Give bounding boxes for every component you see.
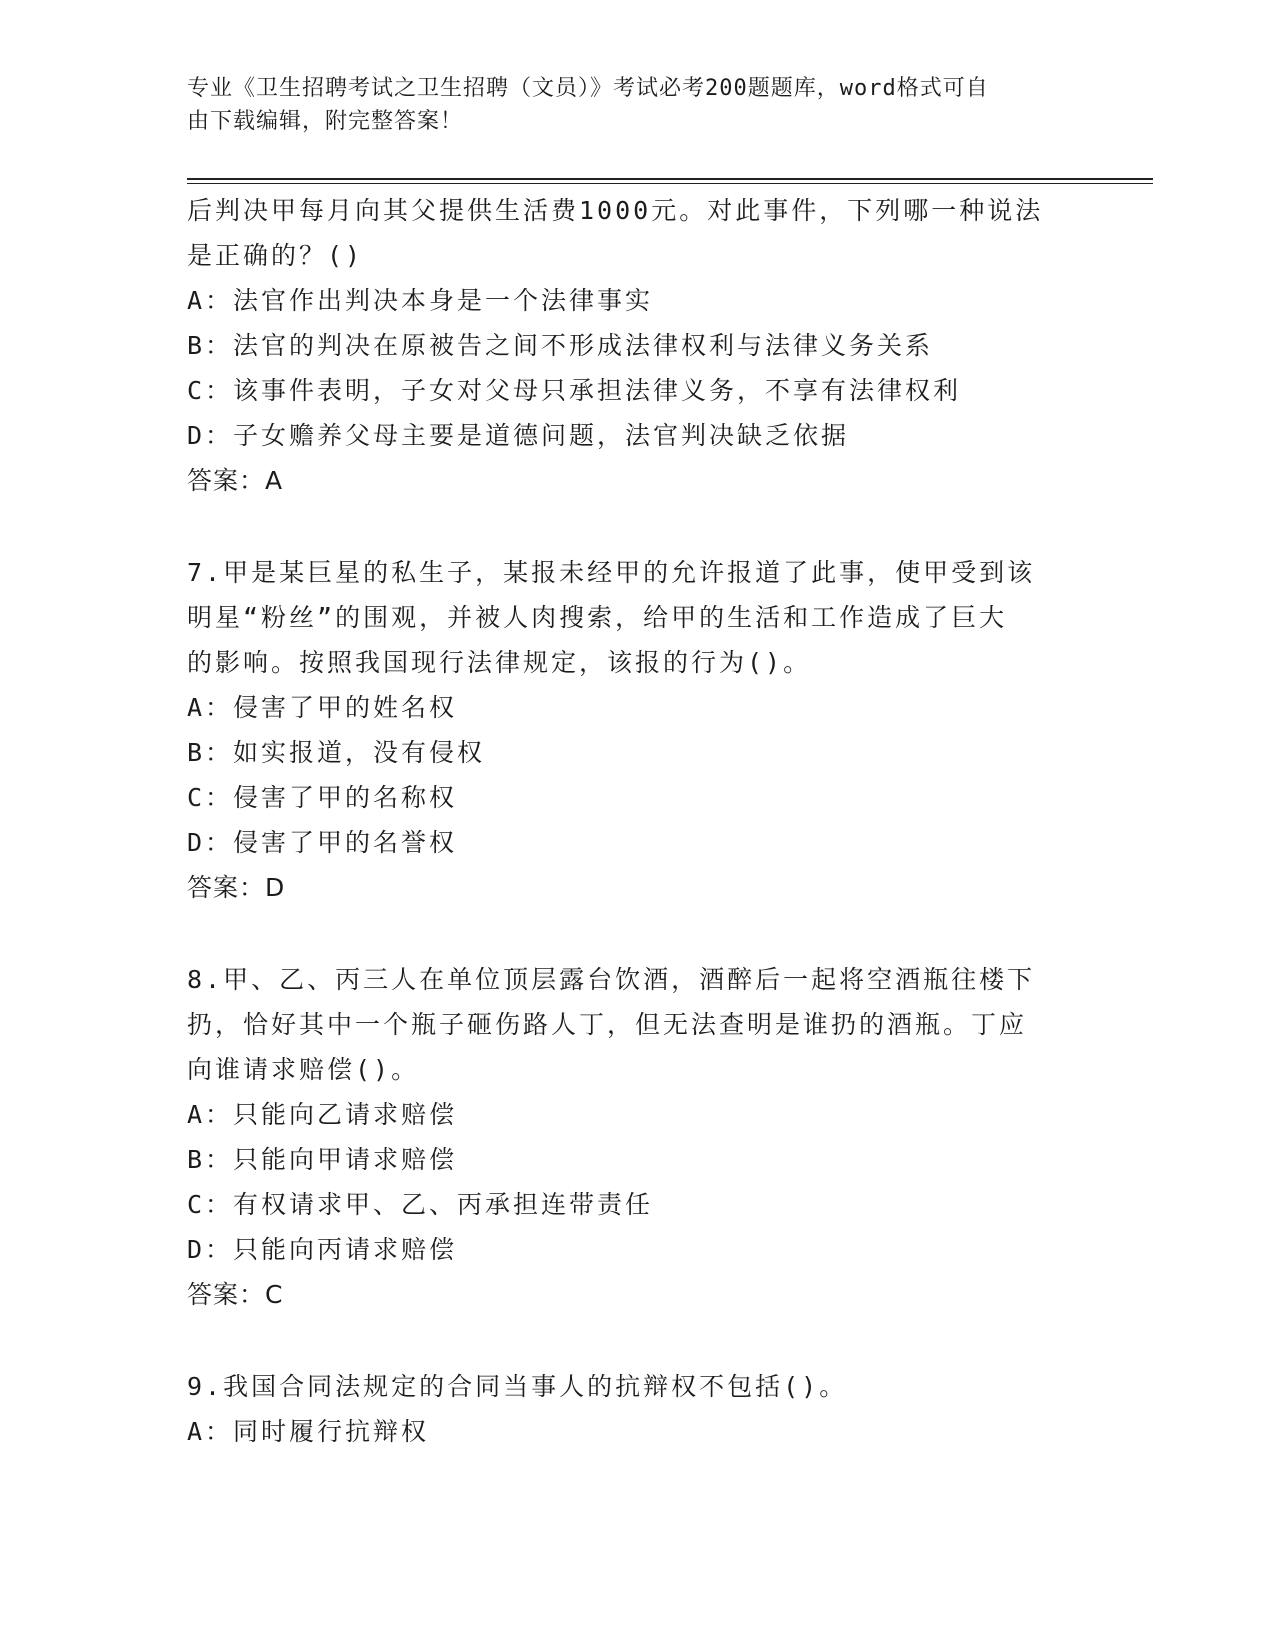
option-d: D：侵害了甲的名誉权 <box>187 828 458 857</box>
header-rule-thin <box>187 183 1153 184</box>
question-spacer <box>187 910 1087 957</box>
question-spacer <box>187 1317 1087 1364</box>
question-7 <box>187 550 1087 910</box>
header-line-1: 专业《卫生招聘考试之卫生招聘（文员）》考试必考200题题库，word格式可自 <box>187 76 989 101</box>
question-stem: 扔，恰好其中一个瓶子砸伤路人丁，但无法查明是谁扔的酒瓶。丁应 <box>187 1010 1028 1039</box>
question-stem: 向谁请求赔偿()。 <box>187 1055 420 1084</box>
header-rule-thick <box>187 178 1153 180</box>
option-c: C：侵害了甲的名称权 <box>187 783 458 812</box>
question-stem: 后判决甲每月向其父提供生活费1000元。对此事件，下列哪一种说法 <box>187 196 1044 225</box>
answer-line: 答案：C <box>187 1280 284 1309</box>
answer-line: 答案：A <box>187 466 284 495</box>
question-stem: 8.甲、乙、丙三人在单位顶层露台饮酒，酒醉后一起将空酒瓶往楼下 <box>187 965 1036 994</box>
answer-line: 答案：D <box>187 873 286 902</box>
option-b: B：法官的判决在原被告之间不形成法律权利与法律义务关系 <box>187 331 934 360</box>
question-8 <box>187 957 1087 1317</box>
option-a: A：侵害了甲的姓名权 <box>187 693 458 722</box>
document-header <box>187 72 1087 138</box>
option-d: D：只能向丙请求赔偿 <box>187 1235 458 1264</box>
question-stem: 9.我国合同法规定的合同当事人的抗辩权不包括()。 <box>187 1372 848 1401</box>
question-stem: 的影响。按照我国现行法律规定，该报的行为()。 <box>187 648 812 677</box>
option-c: C：该事件表明，子女对父母只承担法律义务，不享有法律权利 <box>187 376 962 405</box>
question-spacer <box>187 503 1087 550</box>
option-a: A：只能向乙请求赔偿 <box>187 1100 458 1129</box>
question-9 <box>187 1364 1087 1454</box>
option-c: C：有权请求甲、乙、丙承担连带责任 <box>187 1190 654 1219</box>
option-a: A：法官作出判决本身是一个法律事实 <box>187 286 654 315</box>
question-stem: 是正确的？() <box>187 241 364 270</box>
option-a: A：同时履行抗辩权 <box>187 1417 430 1446</box>
option-b: B：如实报道，没有侵权 <box>187 738 486 767</box>
option-b: B：只能向甲请求赔偿 <box>187 1145 458 1174</box>
option-d: D：子女赡养父母主要是道德问题，法官判决缺乏依据 <box>187 421 850 450</box>
header-line-2: 由下载编辑，附完整答案！ <box>187 109 464 134</box>
question-stem: 明星“粉丝”的围观，并被人肉搜索，给甲的生活和工作造成了巨大 <box>187 603 1008 632</box>
question-stem: 7.甲是某巨星的私生子，某报未经甲的允许报道了此事，使甲受到该 <box>187 558 1036 587</box>
question-6 <box>187 188 1087 503</box>
question-list <box>187 188 1087 1454</box>
